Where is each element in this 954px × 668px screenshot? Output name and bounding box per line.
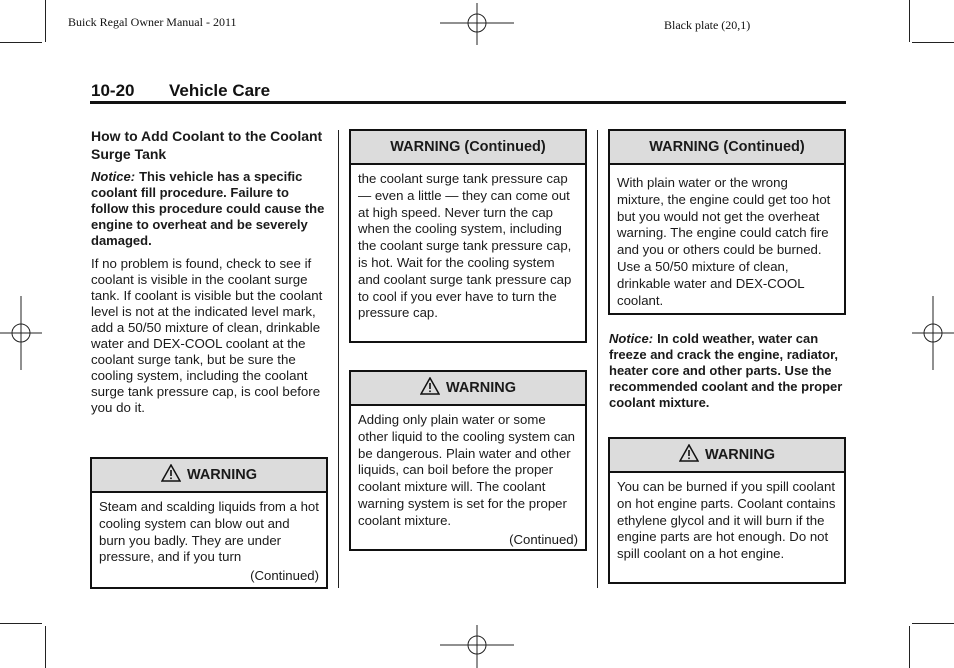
plate-right: Black plate (20,1)	[664, 18, 751, 32]
notice	[609, 331, 845, 411]
paragraph: If no problem is found, check to see if coolant is visible in the coolant surge tank. If coolant is visible but the coolant level is not at the indicated level mark, add a 50/50 mixture of clean, drinkable water and DEX-COOL coolant at the coolant surge tank, but be sure the cooling system, including the coolant surge tank pressure cap, is cool before you do it.	[91, 256, 323, 415]
warning-box	[608, 437, 846, 584]
warning-title: WARNING	[445, 380, 517, 396]
notice-text: In cold weather, water can freeze and crack the engine, radiator, heater core and other parts. Use the recommended coolant and the proper coolant mixture.	[609, 331, 843, 410]
warning-box	[349, 370, 587, 551]
notice-label: Notice:	[91, 169, 136, 184]
column-divider	[597, 130, 598, 588]
crop-mark	[912, 42, 954, 43]
column-1	[91, 127, 327, 416]
warning-title: WARNING	[704, 447, 776, 463]
registration-mark-icon	[0, 296, 42, 370]
header-rule	[90, 101, 846, 104]
column-divider	[338, 130, 339, 588]
warning-text: the coolant surge tank pressure cap — even a little — they can come out at high speed. Never turn the cap when the cooling system, including the coolant surge tank pressure cap, is hot. Wait for the cooling system and coolant surge tank pressure cap to cool if you ever have to turn the pressure cap.	[358, 171, 572, 321]
crop-mark	[909, 0, 910, 42]
warning-title: WARNING	[186, 467, 258, 483]
warning-triangle-icon	[161, 462, 181, 494]
section-title: Vehicle Care	[169, 81, 271, 100]
crop-mark	[912, 623, 954, 624]
warning-triangle-icon	[679, 442, 699, 474]
warning-title: WARNING (Continued)	[649, 139, 805, 155]
warning-continued-box	[349, 129, 587, 343]
section-heading: How to Add Coolant to the Coolant Surge Tank	[91, 128, 323, 162]
registration-mark-icon	[440, 3, 514, 45]
page-number: 10-20	[91, 81, 135, 100]
warning-body	[351, 165, 585, 326]
warning-body	[610, 165, 844, 313]
warning-header	[610, 439, 844, 473]
warning-text: Adding only plain water or some other liquid to the cooling system can be dangerous. Plain water and other liquids, can boil before the proper coolant mixture will. The coolant warning system is set for the proper coolant mixture.	[358, 412, 575, 528]
warning-header	[92, 459, 326, 493]
crop-mark	[0, 42, 42, 43]
continued-label: (Continued)	[509, 531, 578, 547]
crop-mark	[45, 626, 46, 668]
column-3-notice	[609, 331, 845, 418]
warning-box	[90, 457, 328, 589]
notice-label: Notice:	[609, 331, 654, 346]
warning-triangle-icon	[420, 375, 440, 407]
registration-mark-icon	[912, 296, 954, 370]
warning-header	[351, 131, 585, 165]
plate-left: Buick Regal Owner Manual - 2011	[68, 15, 237, 29]
registration-mark-icon	[440, 625, 514, 668]
warning-header	[351, 372, 585, 406]
warning-header	[610, 131, 844, 165]
warning-text: Steam and scalding liquids from a hot cooling system can blow out and burn you badly. They are under pressure, and if you turn	[99, 499, 319, 565]
crop-mark	[0, 623, 42, 624]
notice-text: This vehicle has a specific coolant fill procedure. Failure to follow this procedure could cause the engine to overheat and be severely damaged.	[91, 169, 325, 248]
warning-continued-box	[608, 129, 846, 315]
notice	[91, 169, 327, 249]
warning-text: With plain water or the wrong mixture, the engine could get too hot but you would not get the overheat warning. The engine could catch fire and you or others could be burned. Use a 50/50 mixture of clean, drinkable water and DEX-COOL coolant.	[617, 175, 831, 308]
warning-text: You can be burned if you spill coolant on hot engine parts. Coolant contains ethylene glycol and it will burn if the engine parts are hot enough. Do not spill coolant on a hot engine.	[617, 479, 836, 562]
warning-title: WARNING (Continued)	[390, 139, 546, 155]
warning-body	[92, 493, 326, 589]
continued-label: (Continued)	[250, 568, 319, 584]
crop-mark	[45, 0, 46, 42]
warning-body	[610, 473, 844, 567]
warning-body	[351, 406, 585, 552]
crop-mark	[909, 626, 910, 668]
